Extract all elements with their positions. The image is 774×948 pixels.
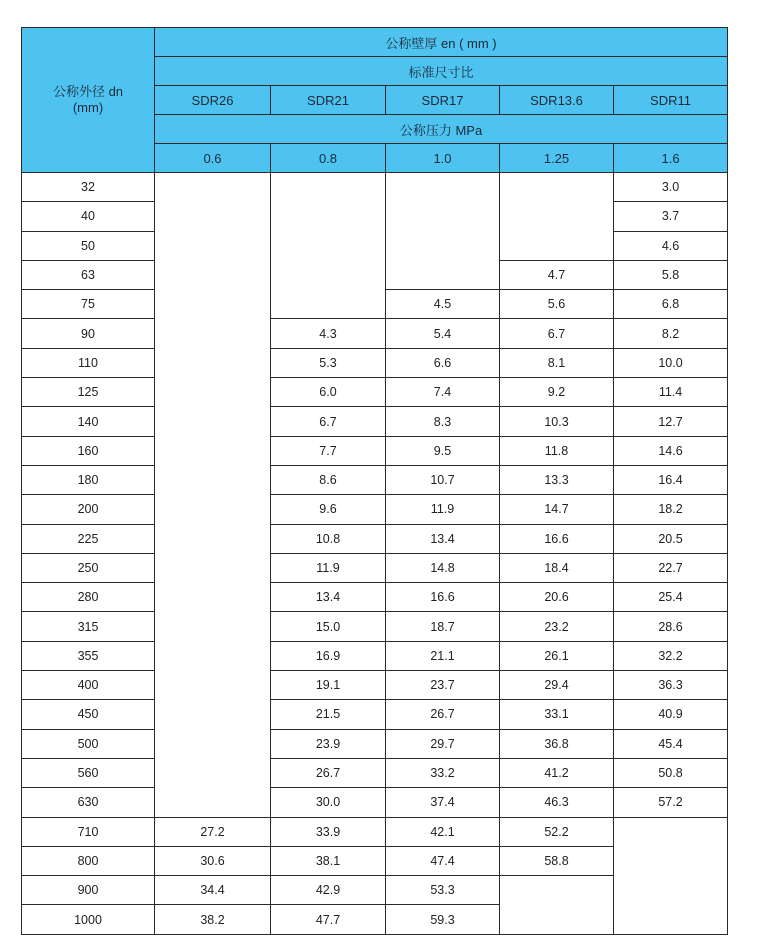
thickness-cell: 20.5 (614, 524, 728, 553)
thickness-cell: 9.5 (386, 436, 500, 465)
outer-diameter-header (22, 28, 155, 173)
thickness-cell: 53.3 (386, 876, 500, 905)
thickness-cell: 19.1 (271, 671, 386, 700)
outer-diameter-cell: 160 (22, 436, 155, 465)
outer-diameter-cell: 140 (22, 407, 155, 436)
wall-thickness-header: 公称壁厚 en ( mm ) (155, 28, 728, 57)
outer-diameter-cell: 630 (22, 788, 155, 817)
table-row (22, 407, 728, 436)
thickness-cell: 21.1 (386, 641, 500, 670)
thickness-cell: 38.2 (155, 905, 271, 934)
outer-diameter-cell: 450 (22, 700, 155, 729)
thickness-cell (386, 202, 500, 231)
outer-diameter-cell: 900 (22, 876, 155, 905)
table-row (22, 758, 728, 787)
outer-diameter-cell: 1000 (22, 905, 155, 934)
thickness-cell (155, 260, 271, 289)
thickness-cell: 13.4 (271, 583, 386, 612)
thickness-cell: 10.3 (500, 407, 614, 436)
thickness-cell: 36.3 (614, 671, 728, 700)
table-row (22, 378, 728, 407)
thickness-cell: 45.4 (614, 729, 728, 758)
thickness-cell: 11.4 (614, 378, 728, 407)
thickness-cell (155, 173, 271, 202)
thickness-cell: 13.4 (386, 524, 500, 553)
thickness-cell (614, 905, 728, 934)
thickness-cell: 33.2 (386, 758, 500, 787)
outer-diameter-cell: 63 (22, 260, 155, 289)
table-row (22, 495, 728, 524)
outer-diameter-cell: 50 (22, 231, 155, 260)
thickness-cell: 18.2 (614, 495, 728, 524)
outer-diameter-cell: 710 (22, 817, 155, 846)
outer-diameter-cell: 355 (22, 641, 155, 670)
table-row (22, 612, 728, 641)
thickness-cell (155, 583, 271, 612)
sdr-header: SDR11 (614, 86, 728, 115)
outer-diameter-cell: 32 (22, 173, 155, 202)
thickness-cell (500, 202, 614, 231)
thickness-cell: 23.9 (271, 729, 386, 758)
thickness-cell: 14.7 (500, 495, 614, 524)
outer-diameter-cell: 280 (22, 583, 155, 612)
thickness-cell: 11.8 (500, 436, 614, 465)
thickness-cell: 36.8 (500, 729, 614, 758)
thickness-cell (155, 700, 271, 729)
table-row (22, 846, 728, 875)
outer-diameter-cell: 800 (22, 846, 155, 875)
thickness-cell: 41.2 (500, 758, 614, 787)
sdr-header: SDR17 (386, 86, 500, 115)
table-row (22, 465, 728, 494)
thickness-cell: 8.2 (614, 319, 728, 348)
thickness-cell (386, 231, 500, 260)
pressure-header: 0.8 (271, 144, 386, 173)
thickness-cell: 28.6 (614, 612, 728, 641)
pressure-group-header: 公称压力 MPa (155, 115, 728, 144)
thickness-cell: 16.6 (386, 583, 500, 612)
thickness-cell: 18.4 (500, 553, 614, 582)
thickness-cell: 9.2 (500, 378, 614, 407)
thickness-cell (500, 231, 614, 260)
thickness-cell (155, 729, 271, 758)
thickness-cell: 29.7 (386, 729, 500, 758)
thickness-cell: 52.2 (500, 817, 614, 846)
thickness-cell: 6.7 (500, 319, 614, 348)
thickness-cell (155, 495, 271, 524)
thickness-cell: 59.3 (386, 905, 500, 934)
thickness-cell: 42.9 (271, 876, 386, 905)
thickness-cell: 29.4 (500, 671, 614, 700)
thickness-cell (500, 876, 614, 905)
sdr-header: SDR13.6 (500, 86, 614, 115)
thickness-cell (500, 173, 614, 202)
thickness-cell (155, 788, 271, 817)
thickness-cell (155, 231, 271, 260)
thickness-cell: 50.8 (614, 758, 728, 787)
thickness-cell: 26.7 (386, 700, 500, 729)
outer-diameter-cell: 75 (22, 290, 155, 319)
thickness-cell: 14.8 (386, 553, 500, 582)
table-row (22, 173, 728, 202)
thickness-cell: 11.9 (271, 553, 386, 582)
thickness-cell: 30.6 (155, 846, 271, 875)
thickness-cell (155, 407, 271, 436)
thickness-cell (155, 436, 271, 465)
sdr-group-header: 标准尺寸比 (155, 57, 728, 86)
thickness-cell (155, 758, 271, 787)
pressure-header: 0.6 (155, 144, 271, 173)
thickness-cell: 58.8 (500, 846, 614, 875)
thickness-cell (155, 290, 271, 319)
thickness-cell (155, 348, 271, 377)
thickness-cell (271, 173, 386, 202)
thickness-cell (500, 905, 614, 934)
pressure-header: 1.25 (500, 144, 614, 173)
thickness-cell: 27.2 (155, 817, 271, 846)
outer-diameter-cell: 315 (22, 612, 155, 641)
pressure-header: 1.6 (614, 144, 728, 173)
table-row (22, 319, 728, 348)
thickness-cell: 16.6 (500, 524, 614, 553)
table-row (22, 729, 728, 758)
outer-diameter-cell: 400 (22, 671, 155, 700)
thickness-cell: 47.4 (386, 846, 500, 875)
thickness-cell: 40.9 (614, 700, 728, 729)
thickness-cell: 16.9 (271, 641, 386, 670)
thickness-cell (386, 260, 500, 289)
thickness-cell: 5.8 (614, 260, 728, 289)
thickness-cell: 4.3 (271, 319, 386, 348)
thickness-cell: 4.6 (614, 231, 728, 260)
thickness-cell: 12.7 (614, 407, 728, 436)
thickness-cell: 47.7 (271, 905, 386, 934)
thickness-cell (271, 231, 386, 260)
thickness-cell: 14.6 (614, 436, 728, 465)
table-row (22, 524, 728, 553)
table-row (22, 260, 728, 289)
spec-table (21, 27, 728, 935)
thickness-cell: 57.2 (614, 788, 728, 817)
thickness-cell: 25.4 (614, 583, 728, 612)
thickness-cell: 15.0 (271, 612, 386, 641)
table-header (22, 28, 728, 173)
thickness-cell (271, 202, 386, 231)
thickness-cell: 22.7 (614, 553, 728, 582)
outer-diameter-label: 公称外径 dn (52, 84, 124, 99)
sdr-header: SDR21 (271, 86, 386, 115)
pipe-wall-thickness-table (21, 27, 727, 935)
table-row (22, 583, 728, 612)
thickness-cell: 37.4 (386, 788, 500, 817)
thickness-cell (155, 641, 271, 670)
thickness-cell (155, 202, 271, 231)
thickness-cell: 3.0 (614, 173, 728, 202)
thickness-cell (614, 846, 728, 875)
thickness-cell (271, 290, 386, 319)
table-row (22, 348, 728, 377)
thickness-cell: 32.2 (614, 641, 728, 670)
thickness-cell: 46.3 (500, 788, 614, 817)
outer-diameter-cell: 110 (22, 348, 155, 377)
table-row (22, 788, 728, 817)
thickness-cell: 5.3 (271, 348, 386, 377)
outer-diameter-cell: 40 (22, 202, 155, 231)
thickness-cell: 20.6 (500, 583, 614, 612)
thickness-cell: 5.4 (386, 319, 500, 348)
thickness-cell (386, 173, 500, 202)
outer-diameter-cell: 90 (22, 319, 155, 348)
thickness-cell: 10.7 (386, 465, 500, 494)
thickness-cell: 26.1 (500, 641, 614, 670)
outer-diameter-cell: 560 (22, 758, 155, 787)
thickness-cell: 7.7 (271, 436, 386, 465)
outer-diameter-cell: 500 (22, 729, 155, 758)
thickness-cell: 33.1 (500, 700, 614, 729)
thickness-cell (155, 465, 271, 494)
pressure-header: 1.0 (386, 144, 500, 173)
table-row (22, 817, 728, 846)
table-row (22, 700, 728, 729)
outer-diameter-cell: 225 (22, 524, 155, 553)
table-row (22, 231, 728, 260)
thickness-cell: 3.7 (614, 202, 728, 231)
thickness-cell: 4.5 (386, 290, 500, 319)
thickness-cell: 10.8 (271, 524, 386, 553)
thickness-cell (155, 524, 271, 553)
thickness-cell (614, 817, 728, 846)
thickness-cell: 38.1 (271, 846, 386, 875)
thickness-cell: 6.8 (614, 290, 728, 319)
outer-diameter-cell: 200 (22, 495, 155, 524)
table-row (22, 671, 728, 700)
table-row (22, 290, 728, 319)
table-row (22, 905, 728, 934)
thickness-cell: 8.3 (386, 407, 500, 436)
thickness-cell (155, 378, 271, 407)
thickness-cell: 18.7 (386, 612, 500, 641)
thickness-cell (614, 876, 728, 905)
thickness-cell: 16.4 (614, 465, 728, 494)
thickness-cell (155, 612, 271, 641)
sdr-header: SDR26 (155, 86, 271, 115)
thickness-cell (155, 671, 271, 700)
thickness-cell: 21.5 (271, 700, 386, 729)
thickness-cell: 42.1 (386, 817, 500, 846)
thickness-cell: 11.9 (386, 495, 500, 524)
table-body (22, 173, 728, 935)
thickness-cell: 30.0 (271, 788, 386, 817)
thickness-cell: 5.6 (500, 290, 614, 319)
thickness-cell: 33.9 (271, 817, 386, 846)
thickness-cell: 9.6 (271, 495, 386, 524)
thickness-cell: 10.0 (614, 348, 728, 377)
thickness-cell: 8.6 (271, 465, 386, 494)
thickness-cell: 6.6 (386, 348, 500, 377)
thickness-cell: 8.1 (500, 348, 614, 377)
thickness-cell: 23.7 (386, 671, 500, 700)
table-row (22, 202, 728, 231)
thickness-cell: 34.4 (155, 876, 271, 905)
thickness-cell (271, 260, 386, 289)
table-row (22, 876, 728, 905)
table-row (22, 436, 728, 465)
thickness-cell: 26.7 (271, 758, 386, 787)
table-row (22, 553, 728, 582)
outer-diameter-cell: 125 (22, 378, 155, 407)
thickness-cell (155, 319, 271, 348)
outer-diameter-cell: 250 (22, 553, 155, 582)
thickness-cell: 7.4 (386, 378, 500, 407)
thickness-cell: 6.0 (271, 378, 386, 407)
thickness-cell: 23.2 (500, 612, 614, 641)
outer-diameter-cell: 180 (22, 465, 155, 494)
thickness-cell: 13.3 (500, 465, 614, 494)
thickness-cell: 4.7 (500, 260, 614, 289)
outer-diameter-unit: (mm) (72, 100, 104, 115)
table-row (22, 641, 728, 670)
thickness-cell (155, 553, 271, 582)
thickness-cell: 6.7 (271, 407, 386, 436)
